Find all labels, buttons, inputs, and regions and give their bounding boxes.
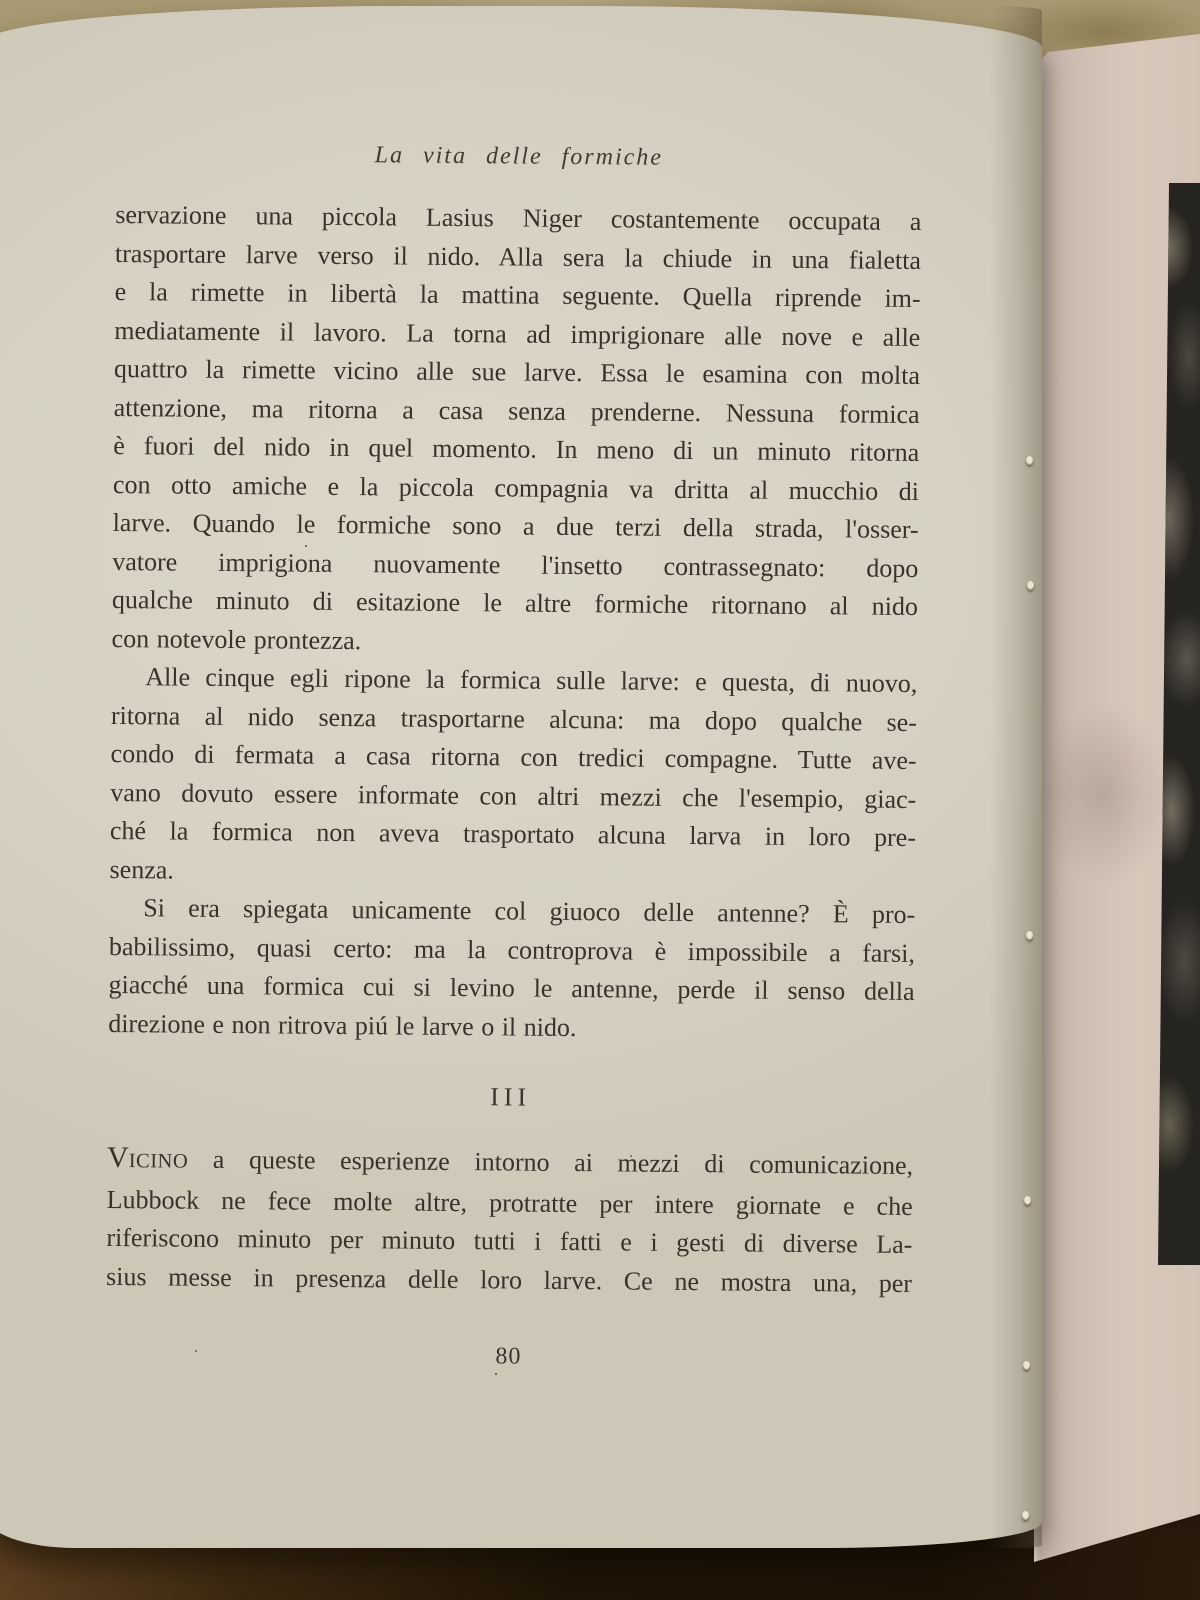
- lead-smallcaps: ICINO: [128, 1150, 189, 1173]
- binding-stitch: [1026, 456, 1033, 465]
- text-line: con notevole prontezza.: [111, 623, 362, 655]
- text-line: vano dovuto essere informate con altri mezzi che l'esempio, giac-: [110, 777, 917, 814]
- text-line: riferiscono minuto per minuto tutti i fatti e i gesti di diverse La-: [106, 1222, 913, 1259]
- paragraph: [111, 196, 921, 665]
- section-heading: III: [490, 1082, 532, 1112]
- text-line: direzione e non ritrova piú le larve o il nido.: [108, 1008, 577, 1042]
- paragraph: [106, 1139, 913, 1303]
- running-header: La vita delle formiche: [374, 142, 664, 171]
- text-line: e la rimette in libertà la mattina seguente. Quella riprende im-: [114, 276, 921, 314]
- text-line: giacché una formica cui si levino le antenne, perde il senso della: [108, 969, 915, 1007]
- gutter-shadow: [990, 6, 1042, 1548]
- text-line: con otto amiche e la piccola compagnia va dritta al mucchio di: [112, 469, 920, 506]
- text-line: quattro la rimette vicino alle sue larve. Essa le esamina con molta: [113, 353, 921, 391]
- text-line: babilissimo, quasi certo: ma la controprova è impossibile a farsi,: [108, 931, 916, 968]
- body-paragraphs: [108, 196, 921, 1050]
- binding-stitch: [1024, 1196, 1031, 1205]
- text-line: ritorna al nido senza trasportarne alcuna: ma dopo qualche se-: [110, 700, 918, 737]
- text-line: Alle cinque egli ripone la formica sulle larve: e questa, di nuovo,: [145, 662, 918, 699]
- text-line: senza.: [109, 854, 174, 885]
- text-line: qualche minuto di esitazione le altre formiche ritornano al nido: [111, 584, 919, 622]
- binding-stitch: [1027, 581, 1034, 590]
- text-line: Si era spiegata unicamente col giuoco delle antenne? È pro-: [143, 893, 916, 930]
- text-line: condo di fermata a casa ritorna con tredici compagne. Tutte ave-: [110, 738, 917, 776]
- text-line: sius messe in presenza delle loro larve. Ce ne mostra una, per: [105, 1261, 913, 1298]
- binding-stitch: [1022, 1511, 1029, 1520]
- text-line: VICINO a queste esperienze intorno ai mezzi di comunicazione,: [106, 1140, 914, 1180]
- text-line: trasportare larve verso il nido. Alla sera la chiude in una fialetta: [114, 238, 922, 275]
- text-line: vatore imprigiona nuovamente l'insetto contrassegnato: dopo: [112, 546, 919, 583]
- text-line: larve. Quando le formiche sono a due terzi della strada, l'osser-: [112, 507, 919, 545]
- text-line: ché la formica non aveva trasportato alcuna larva in loro pre-: [109, 815, 917, 853]
- text-line: attenzione, ma ritorna a casa senza prenderne. Nessuna formica: [113, 392, 920, 429]
- page-number: 80: [495, 1343, 522, 1370]
- text-line: Lubbock ne fece molte altre, protratte per intere giornate e che: [106, 1184, 913, 1221]
- paragraph: [109, 658, 917, 896]
- book-page: [0, 6, 1042, 1548]
- text-line: mediatamente il lavoro. La torna ad imprigionare alle nove e alle: [114, 315, 921, 352]
- last-paragraph-slot: [106, 1139, 913, 1303]
- lead-capital: V: [106, 1140, 129, 1175]
- text-line: servazione una piccola Lasius Niger costantemente occupata a: [115, 199, 922, 237]
- page-text: [105, 138, 922, 1374]
- paragraph: [108, 889, 915, 1050]
- binding-stitch: [1023, 1361, 1030, 1370]
- binding-stitch: [1026, 931, 1033, 940]
- text-line: è fuori del nido in quel momento. In meno di un minuto ritorna: [113, 430, 920, 468]
